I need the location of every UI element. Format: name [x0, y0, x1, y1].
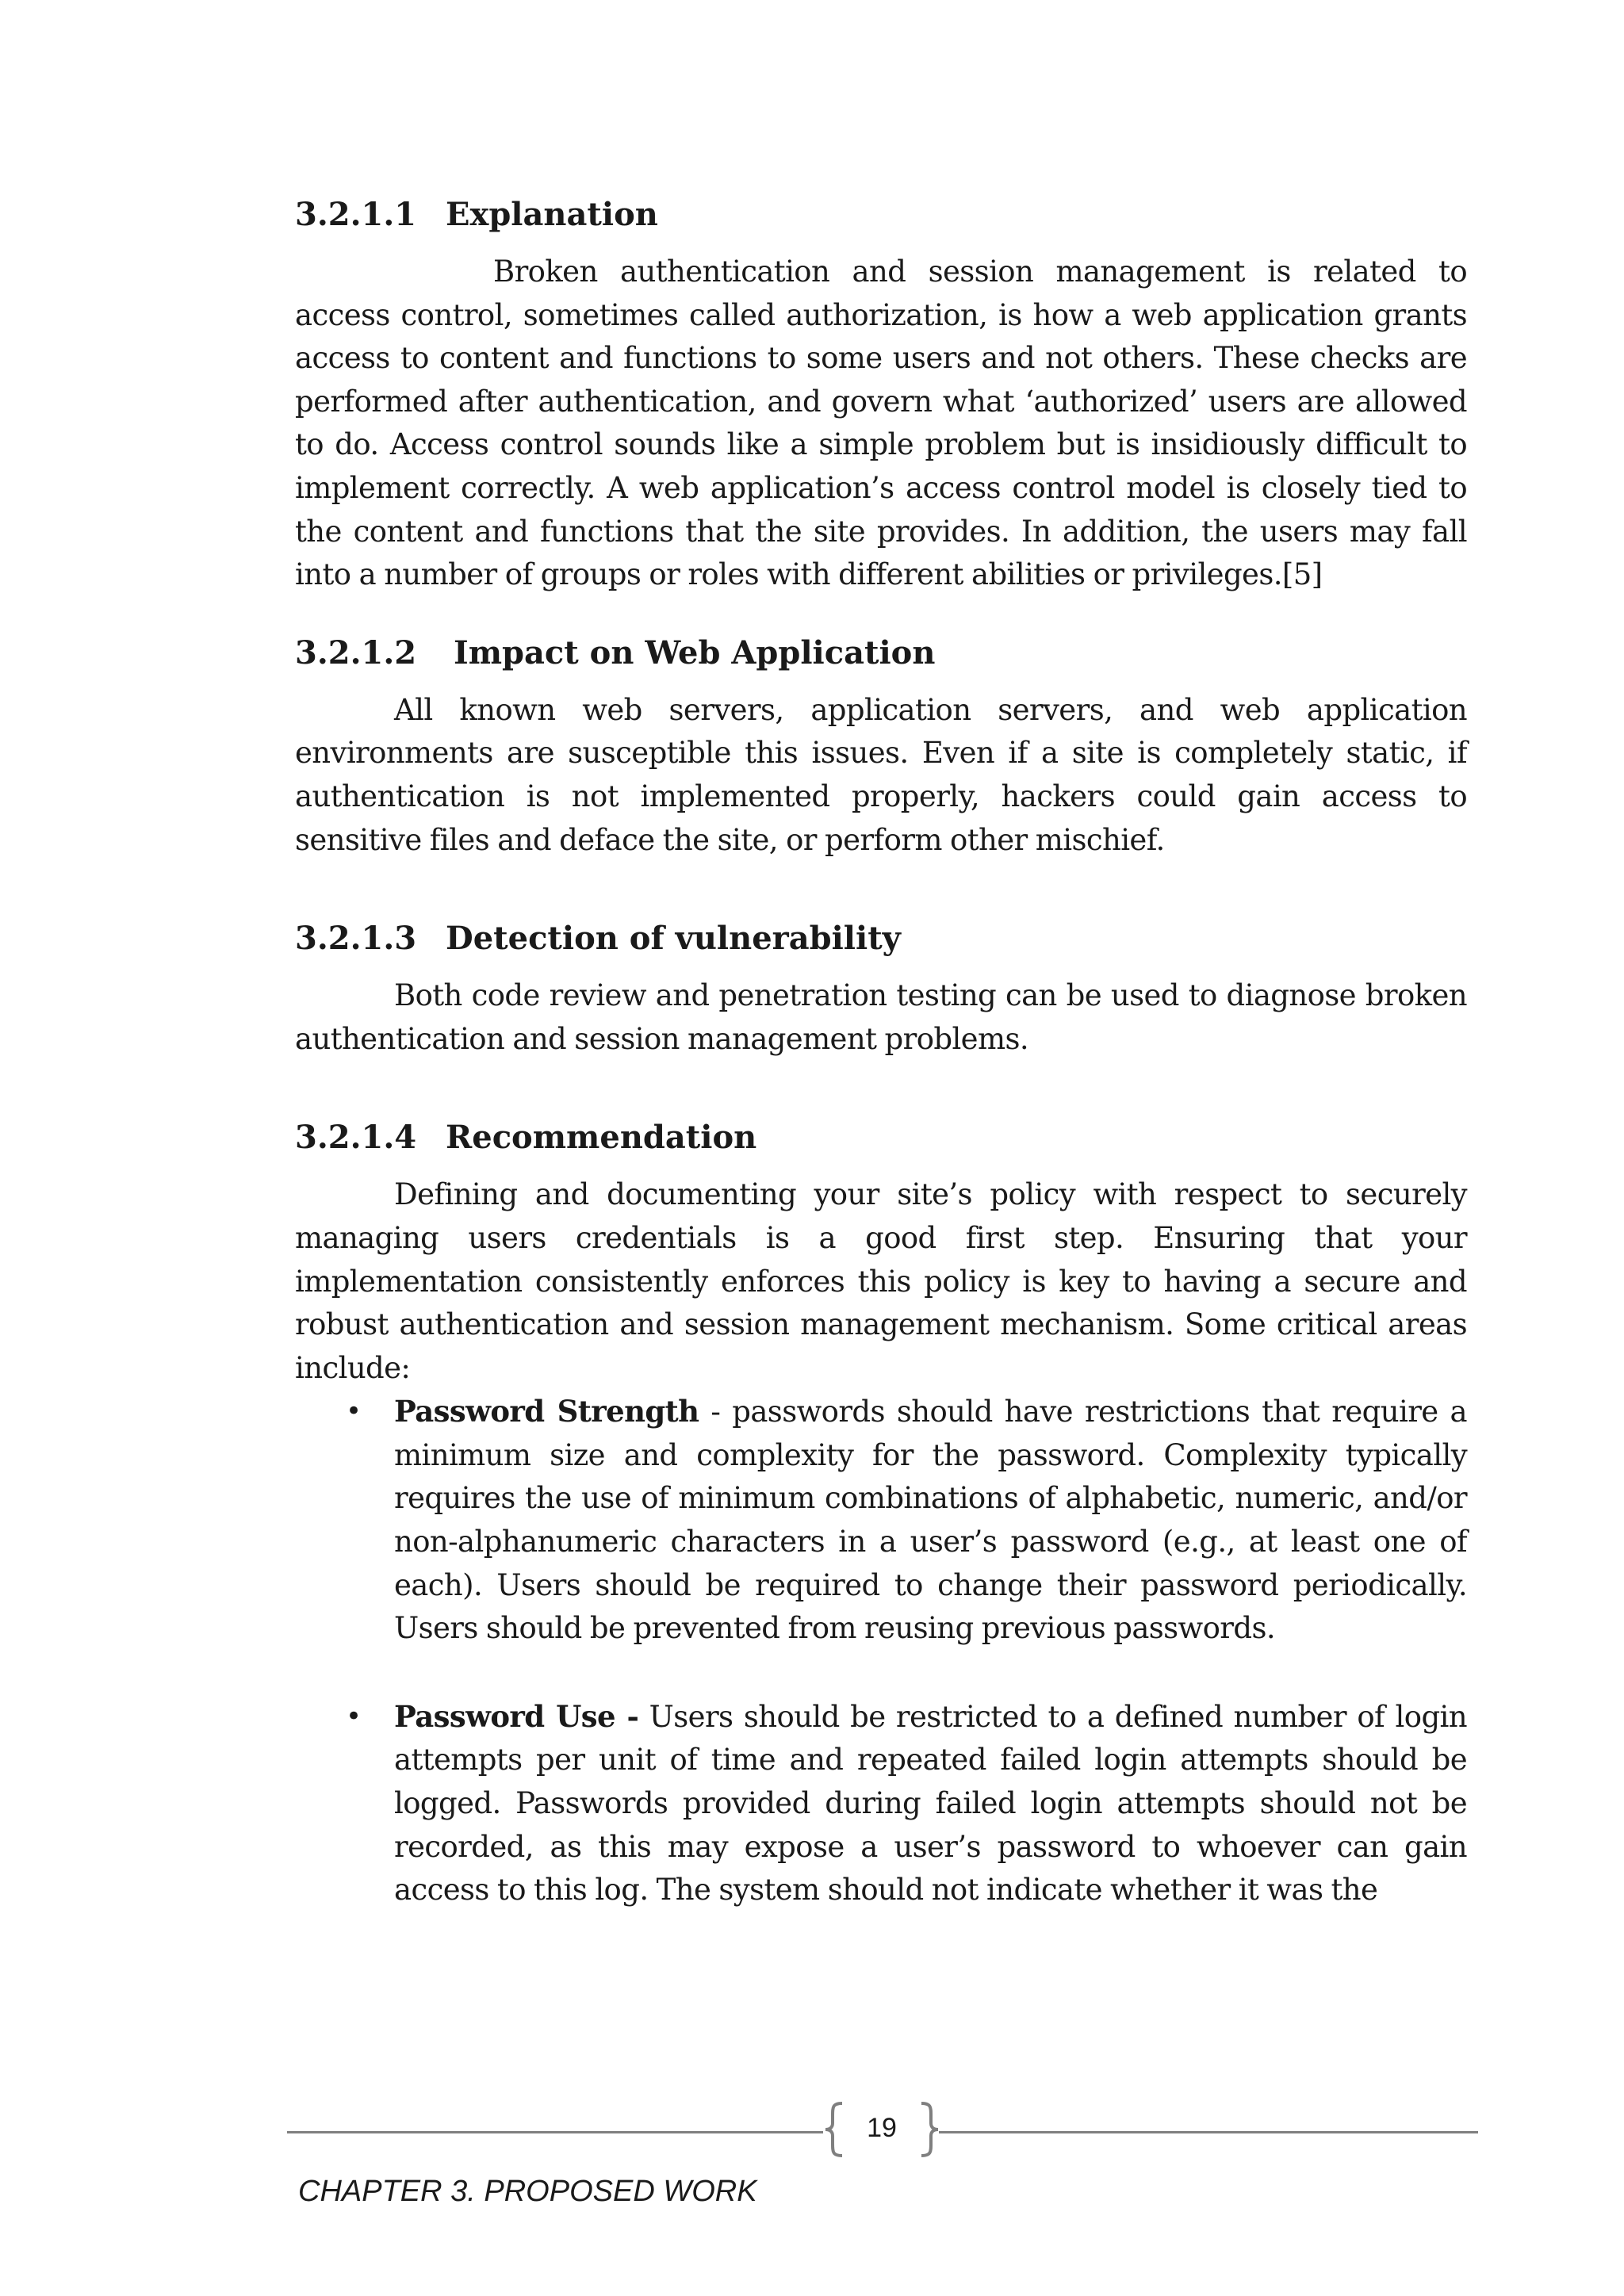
section-detection	[295, 917, 1467, 1061]
section-heading	[295, 193, 1467, 236]
section-recommendation	[295, 1116, 1467, 1912]
section-impact	[295, 632, 1467, 862]
recommendation-list	[295, 1390, 1467, 1912]
section-number: 3.2.1.3	[295, 920, 417, 958]
bullet-icon: •	[346, 1395, 362, 1428]
running-footer-title: CHAPTER 3. PROPOSED WORK	[298, 2175, 757, 2208]
section-paragraph: Defining and documenting your site’s policy with respect to securely managing users credentials is a good first step. Ensuring that your implementation consistently enforces this policy is key to having a secure and robust authentication and session management mechanism. Some critical areas include:	[295, 1177, 1467, 1385]
section-paragraph: Broken authentication and session management is related to access control, sometimes called authorization, is how a web application grants access to content and functions to some users and not others. These checks are performed after authentication, and govern what ‘authorized’ users are allowed to do. Access control sounds like a simple problem but is insidiously difficult to implement correctly. A web application’s access control model is closely tied to the content and functions that the site provides. In addition, the users may fall into a number of groups or roles with different abilities or privileges.[5]	[295, 254, 1467, 592]
document-page	[295, 193, 1467, 1912]
bullet-term: Password Use -	[394, 1698, 639, 1734]
section-explanation	[295, 193, 1467, 597]
bracket-right-icon	[918, 2101, 940, 2158]
section-paragraph: Both code review and penetration testing can be used to diagnose broken authentication and session management problems.	[295, 978, 1467, 1056]
footer-rule-right	[939, 2131, 1478, 2133]
list-item	[295, 1390, 1467, 1651]
footer-rule-left	[287, 2131, 823, 2133]
section-heading	[295, 632, 1467, 675]
section-number: 3.2.1.1	[295, 196, 417, 233]
section-title: Impact on Web Application	[454, 633, 936, 672]
section-title: Recommendation	[446, 1119, 757, 1157]
section-number: 3.2.1.2	[295, 633, 417, 672]
section-number: 3.2.1.4	[295, 1119, 417, 1157]
section-heading	[295, 1116, 1467, 1159]
bullet-text: Users should be restricted to a defined number of login attempts per unit of time and repeated failed login attempts should be logged. Passwords provided during failed login attempts should not be recorded, as this may expose a user’s password to whoever can gain access to this log. The system should not indicate whether it was the	[394, 1699, 1467, 1908]
bullet-term: Password Strength	[394, 1394, 699, 1429]
section-paragraph: All known web servers, application servers, and web application environments are susceptible this issues. Even if a site is completely static, if authentication is not implemented properly, hackers could gain access to sensitive files and deface the site, or perform other mischief.	[295, 692, 1467, 857]
section-heading	[295, 917, 1467, 960]
page-number: 19	[867, 2113, 897, 2143]
bullet-text: - passwords should have restrictions that require a minimum size and complexity for the password. Complexity typically requires the use of minimum combinations of alphabetic, numeric, and/or non-alphanumeric characters in a user’s password (e.g., at least one of each). Users should be required to change their password periodically. Users should be prevented from reusing previous passwords.	[394, 1395, 1467, 1646]
bullet-icon: •	[346, 1700, 362, 1732]
section-title: Explanation	[446, 196, 658, 233]
list-item	[295, 1695, 1467, 1912]
bracket-left-icon	[823, 2101, 845, 2158]
section-title: Detection of vulnerability	[446, 920, 901, 958]
